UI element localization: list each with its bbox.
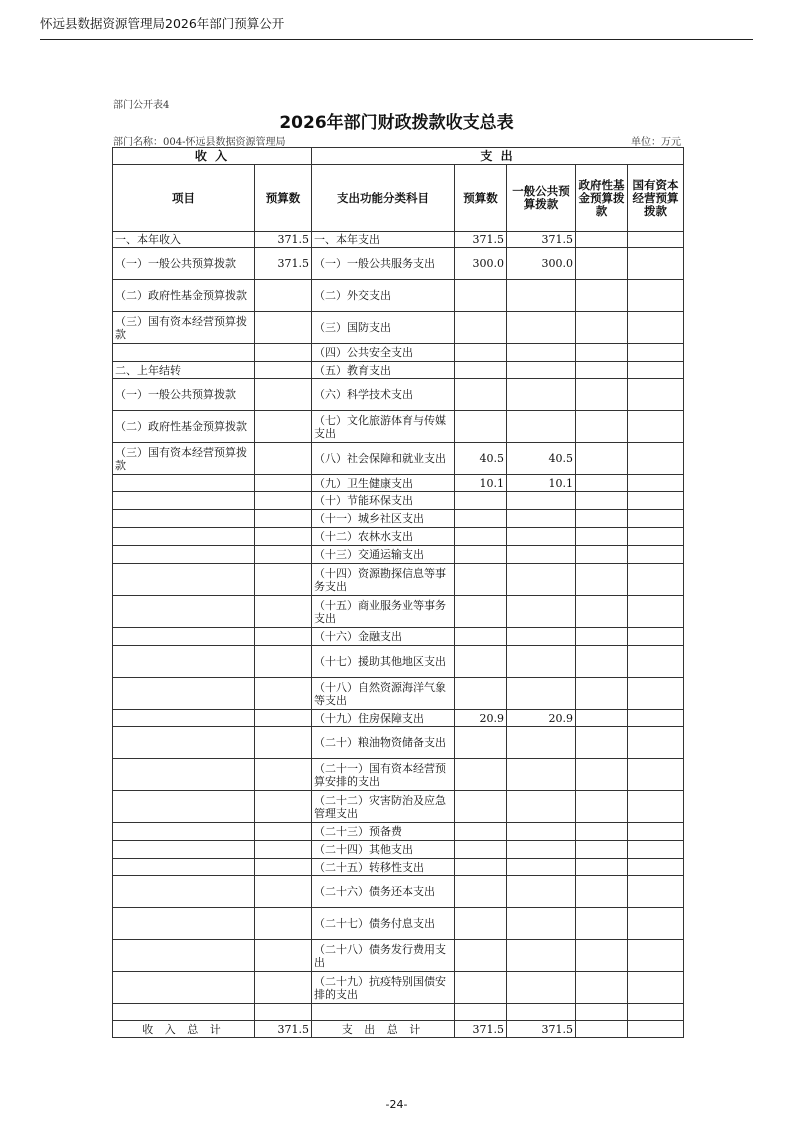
income-budget-cell (255, 859, 312, 876)
header-rule (40, 39, 753, 40)
general-public-cell (507, 972, 576, 1004)
gov-fund-cell (576, 232, 628, 248)
income-item-cell: 一、本年收入 (113, 232, 255, 248)
general-public-cell (507, 823, 576, 841)
expense-budget-cell (455, 678, 507, 710)
table-row (113, 791, 684, 823)
expense-category-cell: （十一）城乡社区支出 (312, 510, 455, 528)
income-section-header: 收 入 (113, 148, 312, 165)
table-row (113, 232, 684, 248)
expense-budget-cell: 20.9 (455, 710, 507, 727)
table-row (113, 678, 684, 710)
page-number: -24- (385, 1098, 408, 1111)
general-public-cell (507, 379, 576, 411)
income-item-cell (113, 344, 255, 362)
expense-category-cell: （二十九）抗疫特别国债安排的支出 (312, 972, 455, 1004)
expense-category-cell: （十六）金融支出 (312, 628, 455, 646)
gov-fund-cell (576, 344, 628, 362)
expense-category-cell: （十三）交通运输支出 (312, 546, 455, 564)
income-item-cell: （三）国有资本经营预算拨款 (113, 312, 255, 344)
gov-fund-cell (576, 443, 628, 475)
state-capital-cell (628, 710, 684, 727)
expense-category-cell: （二十一）国有资本经营预算安排的支出 (312, 759, 455, 791)
expense-category-cell: （十九）住房保障支出 (312, 710, 455, 727)
expense-category-cell: （十二）农林水支出 (312, 528, 455, 546)
income-item-cell (113, 791, 255, 823)
general-public-cell (507, 628, 576, 646)
income-budget-cell (255, 823, 312, 841)
table-row (113, 528, 684, 546)
income-item-cell (113, 546, 255, 564)
expense-category-cell: （十七）援助其他地区支出 (312, 646, 455, 678)
income-budget-cell (255, 759, 312, 791)
expense-category-cell: （十五）商业服务业等事务支出 (312, 596, 455, 628)
expense-category-cell: （七）文化旅游体育与传媒支出 (312, 411, 455, 443)
income-budget-cell (255, 972, 312, 1004)
expense-total-label: 支 出 总 计 (312, 1021, 455, 1038)
income-budget-cell (255, 596, 312, 628)
state-capital-cell (628, 727, 684, 759)
table-row (113, 646, 684, 678)
expense-category-cell: （二十七）债务付息支出 (312, 908, 455, 940)
col-header-state-capital: 国有资本经营预算拨款 (628, 165, 684, 232)
state-capital-cell (628, 232, 684, 248)
income-budget-cell (255, 841, 312, 859)
table-row (113, 727, 684, 759)
income-item-cell (113, 940, 255, 972)
income-budget-cell (255, 876, 312, 908)
gov-fund-cell (576, 759, 628, 791)
general-public-cell (507, 646, 576, 678)
expense-budget-cell (455, 492, 507, 510)
state-capital-cell (628, 859, 684, 876)
income-item-cell: 二、上年结转 (113, 362, 255, 379)
state-capital-cell (628, 475, 684, 492)
gov-fund-cell (576, 280, 628, 312)
general-public-total: 371.5 (507, 1021, 576, 1038)
expense-budget-cell: 371.5 (455, 232, 507, 248)
general-public-cell (507, 841, 576, 859)
general-public-cell: 20.9 (507, 710, 576, 727)
expense-category-cell: （二十五）转移性支出 (312, 859, 455, 876)
state-capital-cell (628, 759, 684, 791)
gov-fund-cell (576, 876, 628, 908)
table-row (113, 248, 684, 280)
table-row (113, 876, 684, 908)
income-budget-cell (255, 475, 312, 492)
income-item-cell (113, 876, 255, 908)
income-item-cell (113, 823, 255, 841)
expense-budget-cell (455, 379, 507, 411)
expense-category-cell: （二十二）灾害防治及应急管理支出 (312, 791, 455, 823)
table-number: 部门公开表4 (113, 100, 170, 111)
income-budget-cell (255, 940, 312, 972)
expense-budget-cell (455, 759, 507, 791)
table-row (113, 475, 684, 492)
expense-category-cell: （二十八）债务发行费用支出 (312, 940, 455, 972)
gov-fund-cell (576, 823, 628, 841)
table-row (113, 510, 684, 528)
income-item-cell: （二）政府性基金预算拨款 (113, 280, 255, 312)
table-row (113, 972, 684, 1004)
state-capital-cell (628, 443, 684, 475)
income-item-cell (113, 841, 255, 859)
expense-category-cell: （六）科学技术支出 (312, 379, 455, 411)
general-public-cell (507, 528, 576, 546)
state-capital-cell (628, 646, 684, 678)
income-total-label: 收 入 总 计 (113, 1021, 255, 1038)
gov-fund-cell (576, 628, 628, 646)
income-budget-cell (255, 646, 312, 678)
income-budget-cell (255, 546, 312, 564)
expense-category-cell: （八）社会保障和就业支出 (312, 443, 455, 475)
income-item-cell (113, 1004, 255, 1021)
income-budget-cell (255, 312, 312, 344)
expense-budget-cell (455, 312, 507, 344)
table-row (113, 564, 684, 596)
running-header: 怀远县数据资源管理局2026年部门预算公开 (40, 16, 285, 31)
general-public-cell (507, 908, 576, 940)
income-budget-cell (255, 564, 312, 596)
col-header-expense-budget: 预算数 (455, 165, 507, 232)
income-budget-cell (255, 379, 312, 411)
gov-fund-cell (576, 528, 628, 546)
income-item-cell (113, 727, 255, 759)
expense-total-value: 371.5 (455, 1021, 507, 1038)
income-budget-cell: 371.5 (255, 248, 312, 280)
table-row (113, 362, 684, 379)
expense-budget-cell (455, 727, 507, 759)
gov-fund-cell (576, 1004, 628, 1021)
gov-fund-cell (576, 791, 628, 823)
income-budget-cell (255, 492, 312, 510)
table-row (113, 841, 684, 859)
expense-category-cell: （五）教育支出 (312, 362, 455, 379)
state-capital-cell (628, 528, 684, 546)
income-budget-cell (255, 628, 312, 646)
table-title: 2026年部门财政拨款收支总表 (279, 113, 514, 133)
general-public-cell (507, 940, 576, 972)
income-budget-cell (255, 411, 312, 443)
table-row (113, 823, 684, 841)
income-item-cell (113, 528, 255, 546)
income-budget-cell (255, 710, 312, 727)
expense-budget-cell (455, 628, 507, 646)
state-capital-cell (628, 596, 684, 628)
income-budget-cell: 371.5 (255, 232, 312, 248)
total-row (113, 1021, 684, 1038)
general-public-cell: 40.5 (507, 443, 576, 475)
gov-fund-cell (576, 908, 628, 940)
general-public-cell (507, 876, 576, 908)
general-public-cell (507, 312, 576, 344)
expense-category-cell: （二十三）预备费 (312, 823, 455, 841)
expense-category-cell: （十四）资源勘探信息等事务支出 (312, 564, 455, 596)
gov-fund-cell (576, 859, 628, 876)
general-public-cell (507, 492, 576, 510)
expense-category-cell: （二）外交支出 (312, 280, 455, 312)
income-item-cell (113, 492, 255, 510)
expense-budget-cell (455, 841, 507, 859)
state-capital-cell (628, 379, 684, 411)
gov-fund-cell (576, 248, 628, 280)
gov-fund-cell (576, 596, 628, 628)
expense-budget-cell (455, 564, 507, 596)
gov-fund-cell (576, 646, 628, 678)
income-budget-cell (255, 1004, 312, 1021)
general-public-cell (507, 344, 576, 362)
budget-table (112, 147, 684, 1038)
gov-fund-cell (576, 362, 628, 379)
income-budget-cell (255, 791, 312, 823)
state-capital-cell (628, 344, 684, 362)
expense-budget-cell (455, 344, 507, 362)
gov-fund-cell (576, 475, 628, 492)
col-header-function-category: 支出功能分类科目 (312, 165, 455, 232)
income-item-cell (113, 678, 255, 710)
gov-fund-cell (576, 678, 628, 710)
income-item-cell (113, 564, 255, 596)
state-capital-cell (628, 248, 684, 280)
col-header-item: 项目 (113, 165, 255, 232)
expense-budget-cell (455, 546, 507, 564)
expense-category-cell: （十）节能环保支出 (312, 492, 455, 510)
general-public-cell: 10.1 (507, 475, 576, 492)
table-row (113, 596, 684, 628)
expense-budget-cell (455, 362, 507, 379)
income-item-cell (113, 859, 255, 876)
income-item-cell (113, 710, 255, 727)
expense-budget-cell (455, 940, 507, 972)
expense-category-cell: （十八）自然资源海洋气象等支出 (312, 678, 455, 710)
expense-budget-cell (455, 972, 507, 1004)
table-row (113, 312, 684, 344)
income-item-cell: （二）政府性基金预算拨款 (113, 411, 255, 443)
income-item-cell (113, 596, 255, 628)
income-budget-cell (255, 908, 312, 940)
gov-fund-cell (576, 841, 628, 859)
col-header-gov-fund: 政府性基金预算拨款 (576, 165, 628, 232)
expense-category-cell: （三）国防支出 (312, 312, 455, 344)
unit-label: 单位：万元 (631, 137, 681, 148)
income-item-cell: （一）一般公共预算拨款 (113, 379, 255, 411)
gov-fund-cell (576, 564, 628, 596)
state-capital-cell (628, 280, 684, 312)
table-row (113, 859, 684, 876)
general-public-cell: 371.5 (507, 232, 576, 248)
income-budget-cell (255, 528, 312, 546)
state-capital-cell (628, 492, 684, 510)
expense-budget-cell (455, 411, 507, 443)
expense-budget-cell (455, 510, 507, 528)
general-public-cell (507, 596, 576, 628)
gov-fund-cell (576, 710, 628, 727)
income-budget-cell (255, 344, 312, 362)
gov-fund-cell (576, 727, 628, 759)
state-capital-cell (628, 678, 684, 710)
table-row (113, 280, 684, 312)
expense-section-header: 支 出 (312, 148, 684, 165)
gov-fund-cell (576, 379, 628, 411)
expense-budget-cell (455, 1004, 507, 1021)
income-item-cell: （三）国有资本经营预算拨款 (113, 443, 255, 475)
income-item-cell (113, 475, 255, 492)
state-capital-cell (628, 628, 684, 646)
expense-budget-cell: 300.0 (455, 248, 507, 280)
gov-fund-cell (576, 411, 628, 443)
income-budget-cell (255, 678, 312, 710)
gov-fund-cell (576, 492, 628, 510)
expense-budget-cell (455, 646, 507, 678)
income-total-value: 371.5 (255, 1021, 312, 1038)
table-row (113, 940, 684, 972)
expense-category-cell: （二十）粮油物资储备支出 (312, 727, 455, 759)
expense-budget-cell: 10.1 (455, 475, 507, 492)
income-item-cell (113, 908, 255, 940)
table-row (113, 546, 684, 564)
expense-budget-cell (455, 876, 507, 908)
state-capital-cell (628, 940, 684, 972)
table-row (113, 759, 684, 791)
expense-category-cell: （四）公共安全支出 (312, 344, 455, 362)
table-row (113, 1004, 684, 1021)
expense-budget-cell (455, 791, 507, 823)
table-row (113, 628, 684, 646)
state-capital-cell (628, 546, 684, 564)
state-capital-cell (628, 908, 684, 940)
general-public-cell (507, 510, 576, 528)
expense-budget-cell (455, 280, 507, 312)
general-public-cell (507, 791, 576, 823)
general-public-cell (507, 727, 576, 759)
state-capital-cell (628, 876, 684, 908)
gov-fund-cell (576, 312, 628, 344)
income-budget-cell (255, 443, 312, 475)
income-item-cell: （一）一般公共预算拨款 (113, 248, 255, 280)
expense-category-cell: （一）一般公共服务支出 (312, 248, 455, 280)
expense-category-cell: （二十六）债务还本支出 (312, 876, 455, 908)
gov-fund-cell (576, 940, 628, 972)
state-capital-cell (628, 841, 684, 859)
table-row (113, 710, 684, 727)
gov-fund-total (576, 1021, 628, 1038)
table-row (113, 344, 684, 362)
income-budget-cell (255, 510, 312, 528)
state-capital-cell (628, 564, 684, 596)
col-header-general-public: 一般公共预算拨款 (507, 165, 576, 232)
state-capital-cell (628, 823, 684, 841)
state-capital-cell (628, 791, 684, 823)
general-public-cell: 300.0 (507, 248, 576, 280)
general-public-cell (507, 564, 576, 596)
expense-category-cell: （二十四）其他支出 (312, 841, 455, 859)
expense-budget-cell (455, 908, 507, 940)
general-public-cell (507, 678, 576, 710)
expense-budget-cell (455, 596, 507, 628)
general-public-cell (507, 546, 576, 564)
general-public-cell (507, 362, 576, 379)
state-capital-cell (628, 972, 684, 1004)
state-capital-total (628, 1021, 684, 1038)
income-item-cell (113, 510, 255, 528)
state-capital-cell (628, 1004, 684, 1021)
department-name: 部门名称：004-怀远县数据资源管理局 (113, 137, 286, 148)
income-budget-cell (255, 362, 312, 379)
general-public-cell (507, 759, 576, 791)
expense-category-cell: （九）卫生健康支出 (312, 475, 455, 492)
table-row (113, 443, 684, 475)
state-capital-cell (628, 362, 684, 379)
income-item-cell (113, 628, 255, 646)
income-budget-cell (255, 280, 312, 312)
income-item-cell (113, 972, 255, 1004)
table-row (113, 379, 684, 411)
state-capital-cell (628, 510, 684, 528)
expense-budget-cell (455, 528, 507, 546)
gov-fund-cell (576, 546, 628, 564)
general-public-cell (507, 280, 576, 312)
general-public-cell (507, 411, 576, 443)
col-header-budget: 预算数 (255, 165, 312, 232)
income-budget-cell (255, 727, 312, 759)
expense-budget-cell (455, 859, 507, 876)
general-public-cell (507, 859, 576, 876)
gov-fund-cell (576, 972, 628, 1004)
state-capital-cell (628, 411, 684, 443)
expense-budget-cell: 40.5 (455, 443, 507, 475)
income-item-cell (113, 759, 255, 791)
state-capital-cell (628, 312, 684, 344)
income-item-cell (113, 646, 255, 678)
expense-category-cell: 一、本年支出 (312, 232, 455, 248)
table-row (113, 908, 684, 940)
table-row (113, 411, 684, 443)
table-row (113, 492, 684, 510)
expense-budget-cell (455, 823, 507, 841)
expense-category-cell (312, 1004, 455, 1021)
gov-fund-cell (576, 510, 628, 528)
general-public-cell (507, 1004, 576, 1021)
